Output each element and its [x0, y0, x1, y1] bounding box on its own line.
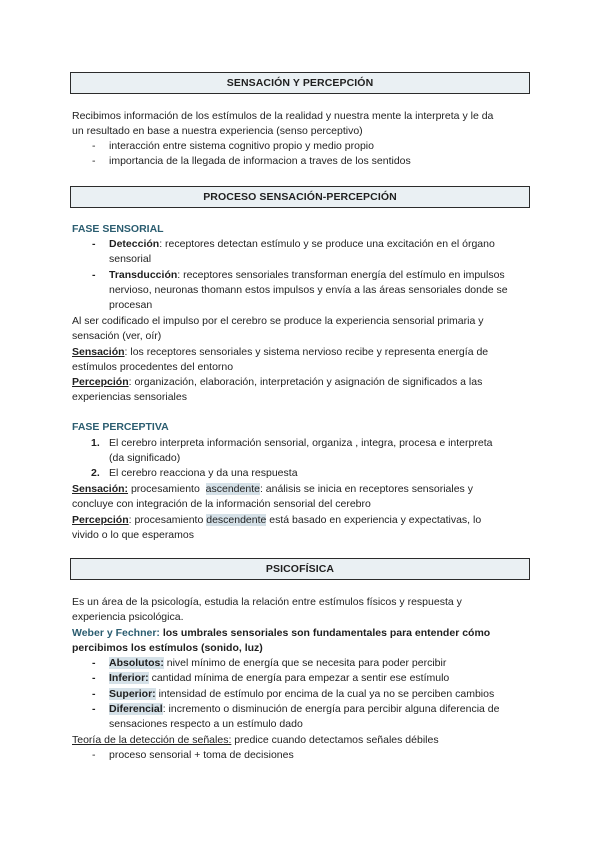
- deteccion-text: : receptores detectan estímulo y se produce una excitación en el órgano: [159, 238, 495, 250]
- intro-line-2: un resultado en base a nuestra experiencia (senso perceptivo): [72, 125, 363, 137]
- transduccion-line-3: procesan: [109, 299, 153, 311]
- percepcion-line-2: experiencias sensoriales: [72, 391, 187, 403]
- transduccion-text: : receptores sensoriales transforman energía del estímulo en impulsos: [177, 269, 505, 281]
- psicofisica-intro-line-2: experiencia psicológica.: [72, 611, 184, 623]
- sensacion-ascendente-line-2: concluye con integración de la información sensorial del cerebro: [72, 498, 371, 510]
- bullet-dash: -: [92, 672, 96, 684]
- teoria-text: predice cuando detectamos señales débiles: [231, 734, 439, 746]
- umbral-superior: [109, 687, 494, 702]
- codificado-line-2: sensación (ver, oír): [72, 330, 162, 342]
- superior-text: intensidad de estímulo por encima de la cual ya no se perciben cambios: [155, 688, 495, 700]
- transduccion-term: Transducción: [109, 269, 178, 281]
- bullet-dash: -: [92, 688, 96, 700]
- diferencial-term: Diferencial: [109, 703, 163, 715]
- sens2-text-a: procesamiento: [128, 483, 206, 495]
- umbral-diferencial-line-1: [109, 702, 500, 717]
- sensacion-text: : los receptores sensoriales y sistema nervioso recibe y representa energía de: [124, 346, 489, 358]
- fase-perceptiva-heading: FASE PERCEPTIVA: [72, 421, 169, 433]
- weber-fechner-line-2: percibimos los estímulos (sonido, luz): [72, 642, 263, 654]
- sensacion-line-1: [72, 345, 488, 360]
- ascendente-highlight: ascendente: [205, 483, 260, 495]
- inferior-text: cantidad mínima de energía para empezar a sentir ese estímulo: [148, 672, 450, 684]
- percepcion-term: Percepción: [72, 376, 129, 388]
- bullet-dash: -: [92, 269, 96, 281]
- bullet-dash: -: [92, 155, 96, 167]
- section-title-proceso: PROCESO SENSACIÓN-PERCEPCIÓN: [70, 186, 530, 208]
- sensacion-term-2: Sensación:: [72, 483, 129, 495]
- deteccion-term: Detección: [109, 238, 160, 250]
- transduccion-line-2: nervioso, neuronas thomann estos impulsos y envía a las áreas sensoriales donde se: [109, 284, 508, 296]
- sens2-text-b: : análisis se inicia en receptores sensoriales y: [259, 483, 473, 495]
- teoria-deteccion-line: [72, 733, 439, 748]
- sensacion-line-2: estímulos procedentes del entorno: [72, 361, 234, 373]
- psicofisica-intro-line-1: Es un área de la psicología, estudia la relación entre estímulos físicos y respuesta y: [72, 596, 462, 608]
- intro-line-1: Recibimos información de los estímulos de la realidad y nuestra mente la interpreta y le da: [72, 110, 494, 122]
- percepcion-term-2: Percepción: [72, 514, 129, 526]
- inferior-term: Inferior:: [109, 672, 149, 684]
- diferencial-text: : incremento o disminución de energía para percibir alguna diferencia de: [162, 703, 500, 715]
- deteccion-line-2: sensorial: [109, 253, 152, 265]
- percepcion-descendente-line-2: vivido o lo que esperamos: [72, 529, 194, 541]
- bullet-dash: -: [92, 657, 96, 669]
- weber-fechner-line-1: [72, 626, 490, 641]
- umbral-absolutos: [109, 656, 446, 671]
- transduccion-line-1: [109, 268, 505, 283]
- teoria-bullet: proceso sensorial + toma de decisiones: [109, 749, 294, 761]
- percepcion-descendente-line-1: [72, 513, 481, 528]
- sensacion-term: Sensación: [72, 346, 125, 358]
- weber-fechner-text: los umbrales sensoriales son fundamentales para entender cómo: [159, 627, 491, 639]
- absolutos-term: Absolutos:: [109, 657, 164, 669]
- weber-fechner-names: Weber y Fechner:: [72, 627, 160, 639]
- list-item-2: El cerebro reacciona y da una respuesta: [109, 467, 298, 479]
- perc2-text-a: : procesamiento: [128, 514, 207, 526]
- descendente-highlight: descendente: [206, 514, 267, 526]
- section-title-psicofisica: PSICOFÍSICA: [70, 558, 530, 580]
- umbral-inferior: [109, 671, 449, 686]
- sensacion-ascendente-line-1: [72, 482, 473, 497]
- absolutos-text: nivel mínimo de energía que se necesita para poder percibir: [163, 657, 447, 669]
- percepcion-text: : organización, elaboración, interpretación y asignación de significados a las: [128, 376, 483, 388]
- bullet-dash: -: [92, 238, 96, 250]
- bullet-dash: -: [92, 749, 96, 761]
- list-number: 2.: [91, 467, 100, 479]
- umbral-diferencial-line-2: sensaciones respecto a un estímulo dado: [109, 718, 303, 730]
- teoria-term: Teoría de la detección de señales:: [72, 734, 232, 746]
- list-item-1-line-1: El cerebro interpreta información sensorial, organiza , integra, procesa e interpreta: [109, 437, 493, 449]
- bullet-item: importancia de la llegada de informacion a traves de los sentidos: [109, 155, 411, 167]
- bullet-dash: -: [92, 703, 96, 715]
- list-item-1-line-2: (da significado): [109, 452, 181, 464]
- codificado-line-1: Al ser codificado el impulso por el cerebro se produce la experiencia sensorial primaria y: [72, 315, 484, 327]
- percepcion-line-1: [72, 375, 482, 390]
- section-title-sensacion-percepcion: SENSACIÓN Y PERCEPCIÓN: [70, 72, 530, 94]
- bullet-dash: -: [92, 140, 96, 152]
- list-number: 1.: [91, 437, 100, 449]
- fase-sensorial-heading: FASE SENSORIAL: [72, 223, 164, 235]
- superior-term: Superior:: [109, 688, 156, 700]
- bullet-item: interacción entre sistema cognitivo propio y medio propio: [109, 140, 374, 152]
- perc2-text-b: está basado en experiencia y expectativas, lo: [266, 514, 482, 526]
- deteccion-line-1: [109, 237, 495, 252]
